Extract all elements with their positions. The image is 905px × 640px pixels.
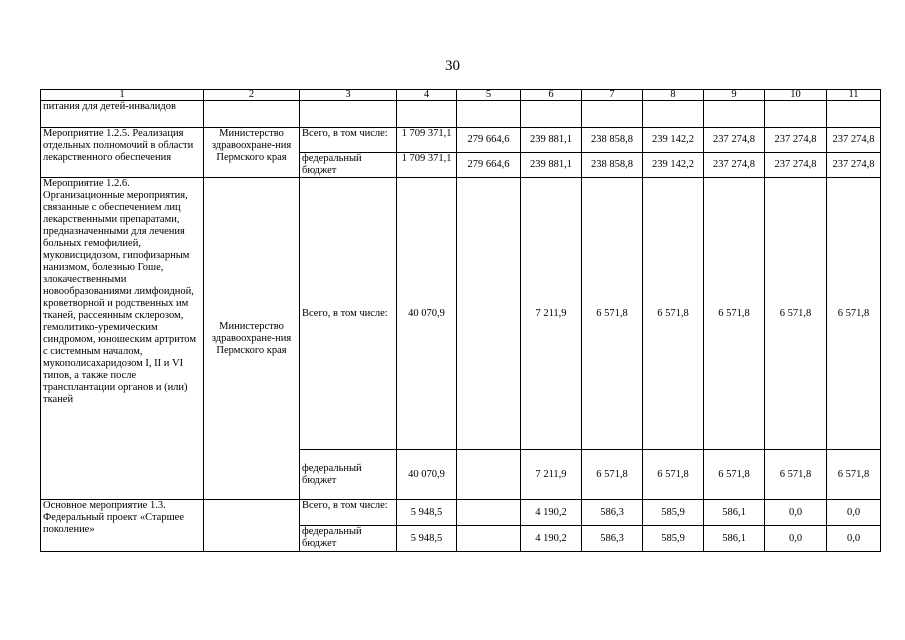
source-cell: федеральный бюджет — [300, 526, 397, 552]
value-cell: 5 948,5 — [397, 526, 457, 552]
value-cell: 237 274,8 — [765, 153, 827, 178]
value-cell: 279 664,6 — [457, 153, 521, 178]
source-cell: Всего, в том числе: — [300, 178, 397, 450]
value-cell: 279 664,6 — [457, 128, 521, 153]
value-cell: 586,3 — [582, 500, 643, 526]
header-cell: 6 — [521, 90, 582, 101]
value-cell: 7 211,9 — [521, 178, 582, 450]
value-cell: 239 142,2 — [643, 128, 704, 153]
header-cell: 4 — [397, 90, 457, 101]
header-row — [41, 90, 881, 101]
header-cell: 9 — [704, 90, 765, 101]
value-cell: 586,1 — [704, 526, 765, 552]
value-cell: 6 571,8 — [582, 450, 643, 500]
value-cell: 1 709 371,1 — [397, 128, 457, 153]
value-cell: 4 190,2 — [521, 526, 582, 552]
value-cell — [457, 526, 521, 552]
value-cell: 40 070,9 — [397, 178, 457, 450]
value-cell — [457, 178, 521, 450]
table-row — [41, 128, 881, 153]
value-cell: 40 070,9 — [397, 450, 457, 500]
executor-cell: Министерство здравоохране-ния Пермского края — [204, 128, 300, 178]
value-cell: 1 709 371,1 — [397, 153, 457, 178]
value-cell — [457, 450, 521, 500]
value-cell: 0,0 — [765, 526, 827, 552]
value-cell: 239 881,1 — [521, 128, 582, 153]
value-cell: 6 571,8 — [827, 450, 881, 500]
value-cell: 6 571,8 — [643, 450, 704, 500]
value-cell: 6 571,8 — [704, 178, 765, 450]
value-cell: 586,1 — [704, 500, 765, 526]
value-cell: 0,0 — [765, 500, 827, 526]
row-title: Мероприятие 1.2.6. Организационные мероприятия, связанные с обеспечением лиц лекарственными препаратами, предназначенными для лечения больных гемофилией, муковисцидозом, гипофизарным нанизмом, болезнью Гоше, злокачественными новообразованиями лимфоидной, кроветворной и родственных им тканей, рассеянным склерозом, гемолитико-уремическим синдромом, юношеским артритом с системным началом, мукополисахаридозом I, II и VI типов, а также после трансплантации органов и (или) тканей — [41, 178, 204, 500]
budget-table — [40, 89, 881, 552]
row-title: Основное мероприятие 1.3. Федеральный проект «Старшее поколение» — [41, 500, 204, 552]
header-cell: 5 — [457, 90, 521, 101]
executor-cell — [204, 500, 300, 552]
value-cell: 4 190,2 — [521, 500, 582, 526]
value-cell: 237 274,8 — [704, 153, 765, 178]
value-cell: 238 858,8 — [582, 153, 643, 178]
table-row — [41, 500, 881, 526]
header-cell: 2 — [204, 90, 300, 101]
value-cell: 5 948,5 — [397, 500, 457, 526]
source-cell: федеральный бюджет — [300, 153, 397, 178]
table-row — [41, 101, 881, 128]
header-cell: 3 — [300, 90, 397, 101]
value-cell: 6 571,8 — [765, 178, 827, 450]
value-cell: 6 571,8 — [643, 178, 704, 450]
header-cell: 11 — [827, 90, 881, 101]
value-cell: 6 571,8 — [704, 450, 765, 500]
value-cell: 585,9 — [643, 500, 704, 526]
value-cell: 6 571,8 — [765, 450, 827, 500]
row-title: питания для детей-инвалидов — [41, 101, 204, 128]
source-cell: Всего, в том числе: — [300, 128, 397, 153]
value-cell: 237 274,8 — [704, 128, 765, 153]
value-cell: 6 571,8 — [582, 178, 643, 450]
value-cell: 0,0 — [827, 526, 881, 552]
header-cell: 7 — [582, 90, 643, 101]
value-cell: 237 274,8 — [827, 153, 881, 178]
value-cell: 585,9 — [643, 526, 704, 552]
source-cell: федеральный бюджет — [300, 450, 397, 500]
value-cell: 238 858,8 — [582, 128, 643, 153]
value-cell: 7 211,9 — [521, 450, 582, 500]
value-cell: 239 881,1 — [521, 153, 582, 178]
source-cell: Всего, в том числе: — [300, 500, 397, 526]
table-row — [41, 178, 881, 450]
value-cell — [457, 500, 521, 526]
value-cell: 0,0 — [827, 500, 881, 526]
value-cell: 6 571,8 — [827, 178, 881, 450]
value-cell: 237 274,8 — [827, 128, 881, 153]
header-cell: 8 — [643, 90, 704, 101]
page-number: 30 — [445, 58, 460, 74]
value-cell: 239 142,2 — [643, 153, 704, 178]
value-cell: 586,3 — [582, 526, 643, 552]
executor-cell: Министерство здравоохране-ния Пермского края — [204, 178, 300, 500]
value-cell: 237 274,8 — [765, 128, 827, 153]
row-title: Мероприятие 1.2.5. Реализация отдельных полномочий в области лекарственного обеспечения — [41, 128, 204, 178]
header-cell: 1 — [41, 90, 204, 101]
header-cell: 10 — [765, 90, 827, 101]
